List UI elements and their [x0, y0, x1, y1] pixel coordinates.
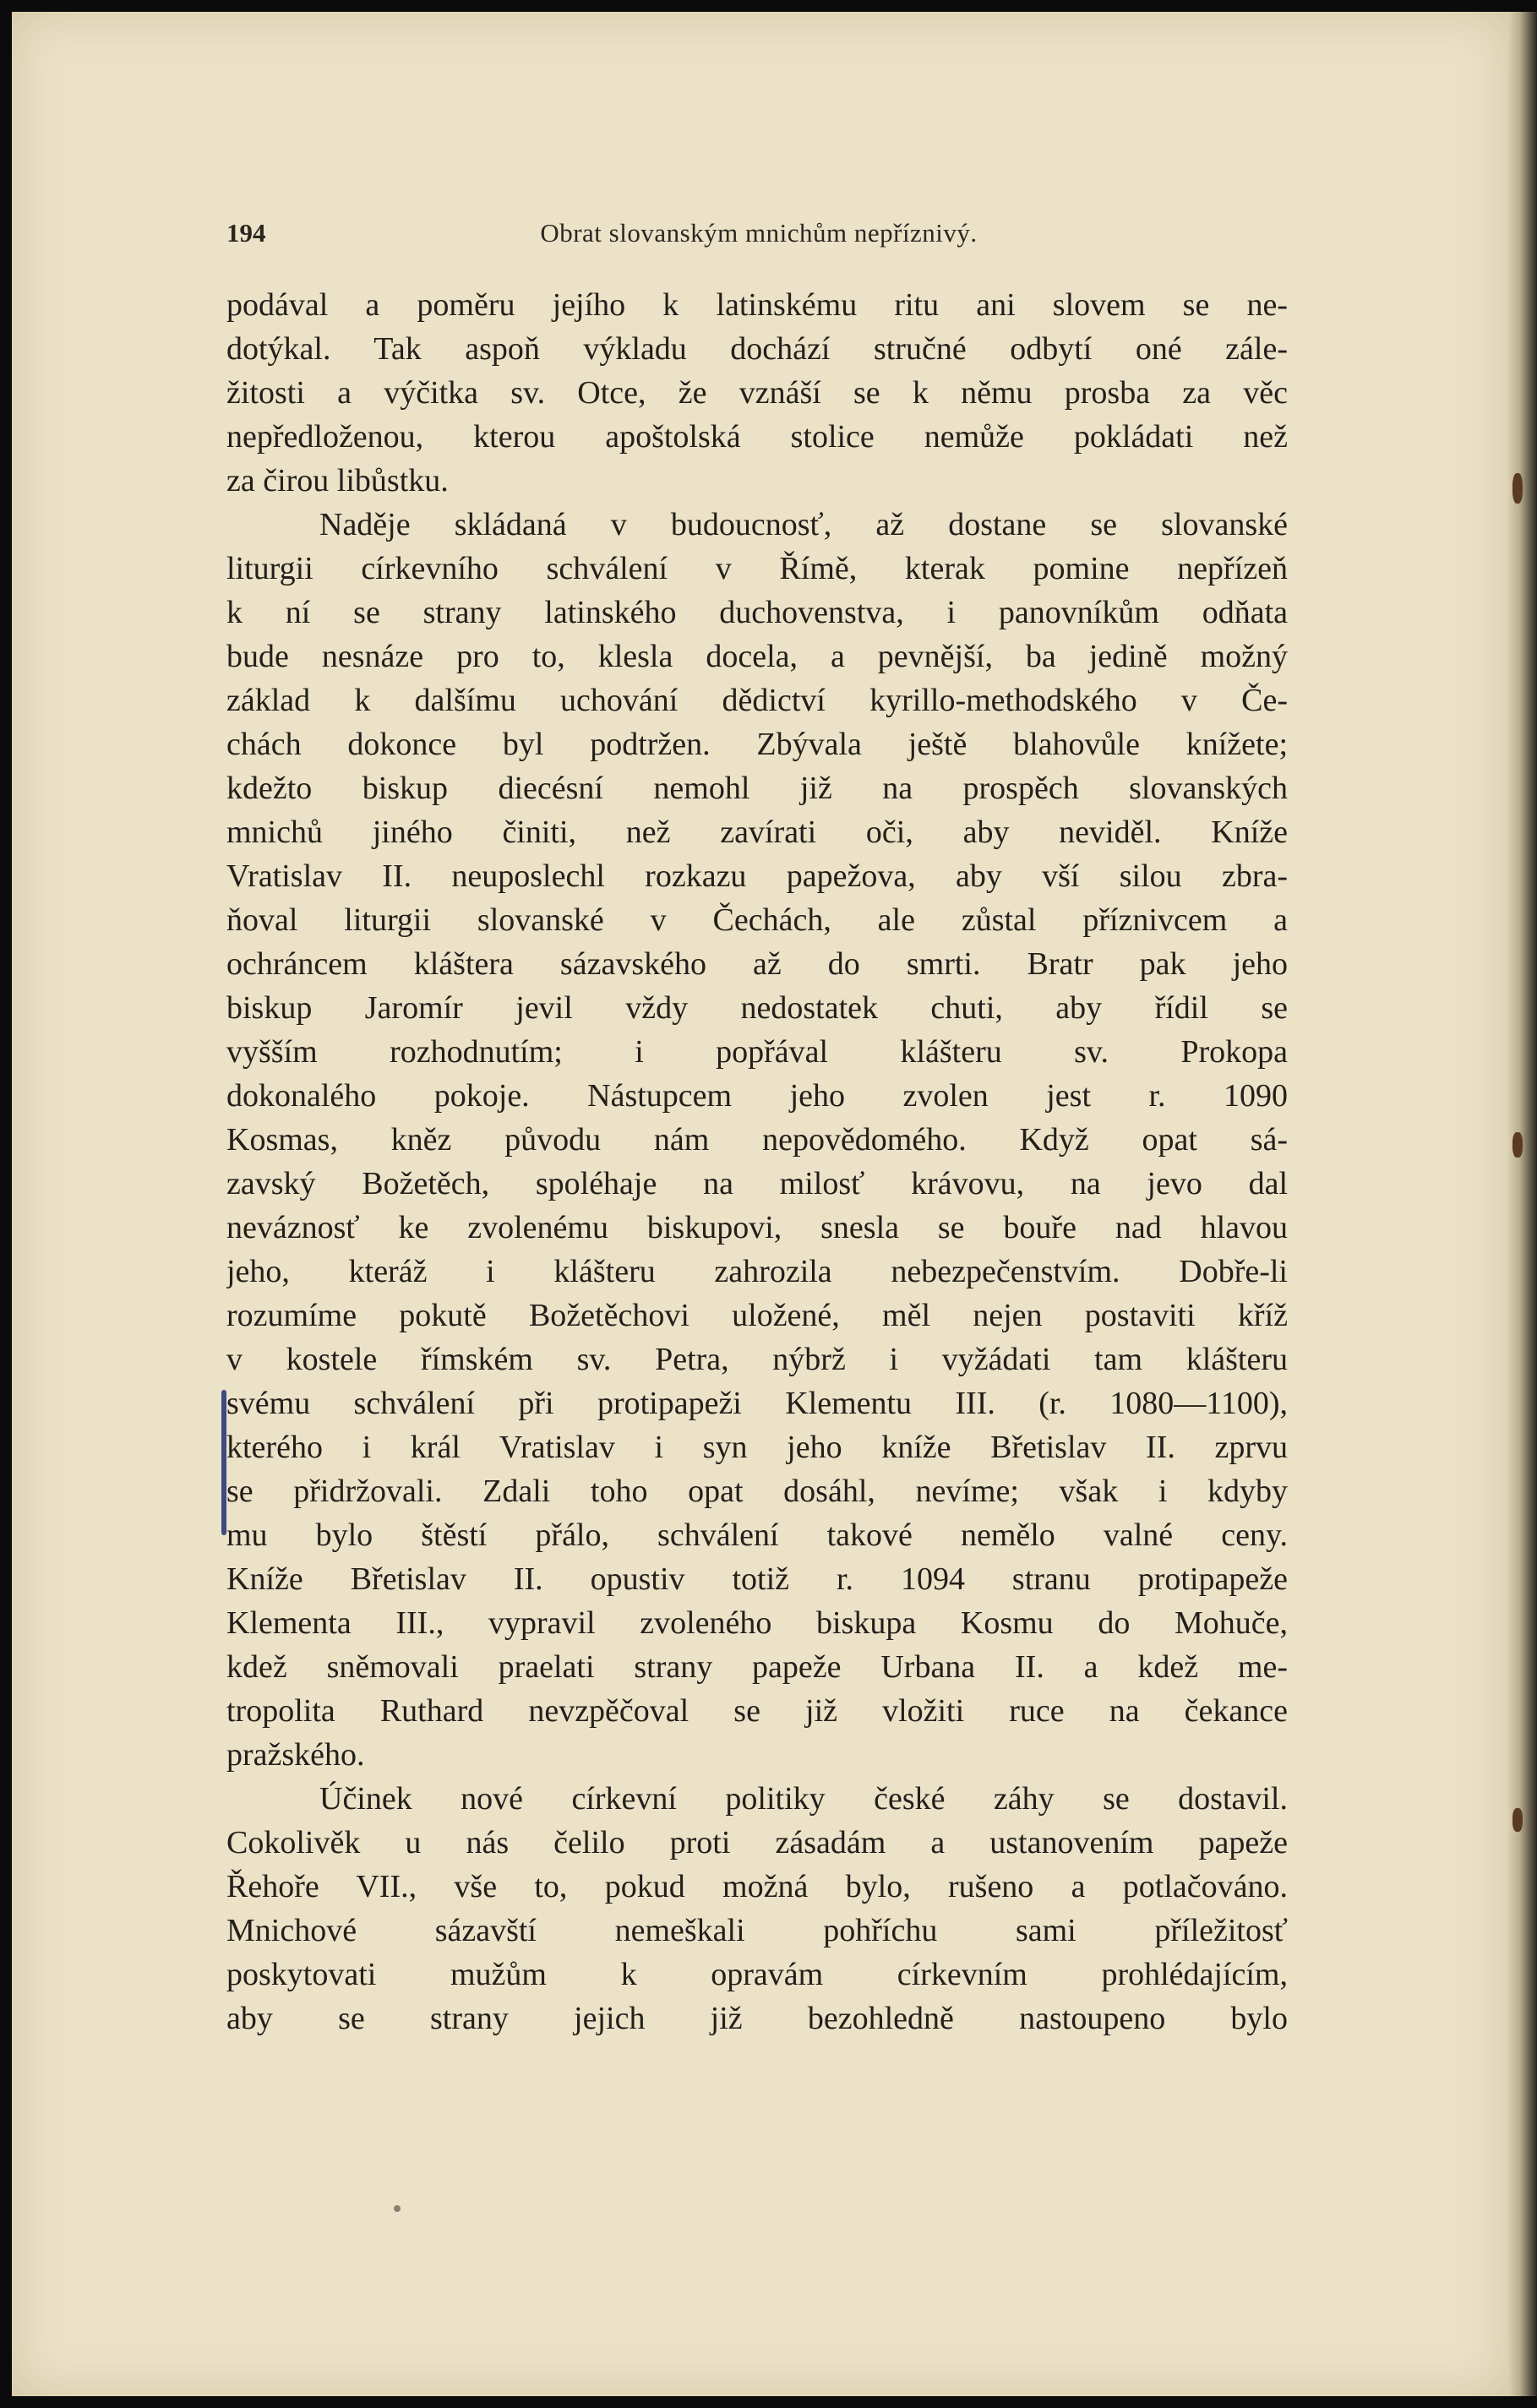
- text-line: Účinek nové církevní politiky české záhy se dostavil.: [319, 1781, 1288, 1817]
- text-line: kdež sněmovali praelati strany papeže Urbana II. a kdež me-: [226, 1649, 1288, 1685]
- text-line: dotýkal. Tak aspoň výkladu dochází stručné odbytí oné zále-: [226, 331, 1288, 367]
- text-line: chách dokonce byl podtržen. Zbývala ještě blahovůle knížete;: [226, 727, 1288, 762]
- edge-stain: [1512, 473, 1523, 504]
- page-header: [226, 218, 1291, 260]
- page-number: 194: [226, 218, 266, 248]
- text-line: vyšším rozhodnutím; i popřával klášteru sv. Prokopa: [226, 1034, 1288, 1070]
- text-line: žitosti a výčitka sv. Otce, že vznáší se k němu prosba za věc: [226, 375, 1288, 411]
- text-line: Klementa III., vypravil zvoleného biskupa Kosmu do Mohuče,: [226, 1605, 1288, 1641]
- text-line: bude nesnáze pro to, klesla docela, a pevnější, ba jedině možný: [226, 639, 1288, 674]
- text-line: Kníže Břetislav II. opustiv totiž r. 1094 stranu protipapeže: [226, 1561, 1288, 1597]
- text-line: Mnichové sázavští nemeškali pohříchu sami příležitosť: [226, 1913, 1288, 1948]
- text-line: se přidržovali. Zdali toho opat dosáhl, nevíme; však i kdyby: [226, 1474, 1288, 1509]
- text-line: kterého i král Vratislav i syn jeho kníže Břetislav II. zprvu: [226, 1430, 1288, 1465]
- page-edge: [1508, 12, 1537, 2396]
- text-line: liturgii církevního schválení v Římě, kterak pomine nepřízeň: [226, 551, 1288, 586]
- text-line: Vratislav II. neuposlechl rozkazu papežova, aby vší silou zbra-: [226, 858, 1288, 894]
- text-line: v kostele římském sv. Petra, nýbrž i vyžádati tam klášteru: [226, 1342, 1288, 1377]
- paper-speck: [394, 2205, 401, 2212]
- text-line: ňoval liturgii slovanské v Čechách, ale zůstal příznivcem a: [226, 902, 1288, 938]
- text-line: k ní se strany latinského duchovenstva, i panovníkům odňata: [226, 595, 1288, 630]
- edge-stain: [1512, 1132, 1523, 1158]
- text-line: pražského.: [226, 1737, 365, 1773]
- text-line: aby se strany jejich již bezohledně nastoupeno bylo: [226, 2001, 1288, 2036]
- text-line: Cokolivěk u nás čelilo proti zásadám a ustanovením papeže: [226, 1825, 1288, 1860]
- text-line: svému schválení při protipapeži Klementu III. (r. 1080—1100),: [226, 1386, 1288, 1421]
- running-title: Obrat slovanským mnichům nepříznivý.: [540, 218, 978, 248]
- text-line: jeho, kteráž i klášteru zahrozila nebezpečenstvím. Dobře-li: [226, 1254, 1288, 1289]
- text-line: poskytovati mužům k opravám církevním prohlédajícím,: [226, 1957, 1288, 1992]
- text-line: rozumíme pokutě Božetěchovi uložené, měl nejen postaviti kříž: [226, 1298, 1288, 1333]
- body-text: [226, 283, 1288, 2040]
- text-line: nepředloženou, kterou apoštolská stolice nemůže pokládati než: [226, 419, 1288, 455]
- text-line: Kosmas, kněz původu nám nepovědomého. Když opat sá-: [226, 1122, 1288, 1158]
- text-line: za čirou libůstku.: [226, 463, 449, 498]
- text-line: Naděje skládaná v budoucnosť, až dostane se slovanské: [319, 507, 1288, 542]
- text-line: zavský Božetěch, spoléhaje na milosť krávovu, na jevo dal: [226, 1166, 1288, 1201]
- text-line: Řehoře VII., vše to, pokud možná bylo, rušeno a potlačováno.: [226, 1869, 1288, 1904]
- text-line: ochráncem kláštera sázavského až do smrti. Bratr pak jeho: [226, 946, 1288, 982]
- text-line: dokonalého pokoje. Nástupcem jeho zvolen jest r. 1090: [226, 1078, 1288, 1114]
- text-line: biskup Jaromír jevil vždy nedostatek chuti, aby řídil se: [226, 990, 1288, 1026]
- text-line: základ k dalšímu uchování dědictví kyrillo-methodského v Če-: [226, 683, 1288, 718]
- text-line: neváznosť ke zvolenému biskupovi, snesla se bouře nad hlavou: [226, 1210, 1288, 1245]
- text-line: kdežto biskup diecésní nemohl již na prospěch slovanských: [226, 771, 1288, 806]
- text-line: tropolita Ruthard nevzpěčoval se již vložiti ruce na čekance: [226, 1693, 1288, 1729]
- edge-stain: [1512, 1808, 1523, 1832]
- text-line: mu bylo štěstí přálo, schválení takové nemělo valné ceny.: [226, 1517, 1288, 1553]
- text-line: podával a poměru jejího k latinskému ritu ani slovem se ne-: [226, 287, 1288, 323]
- text-line: mnichů jiného činiti, než zavírati oči, aby neviděl. Kníže: [226, 814, 1288, 850]
